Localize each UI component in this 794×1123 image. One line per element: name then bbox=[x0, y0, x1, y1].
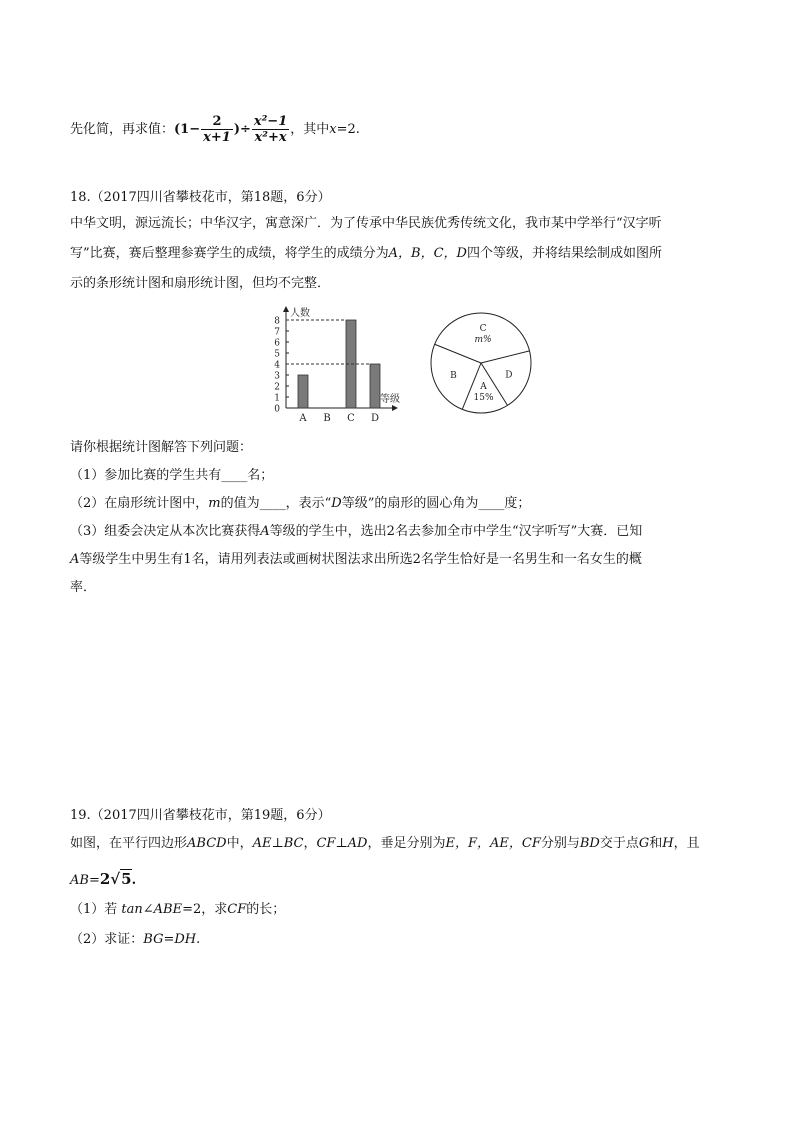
q18-sub3-line1 bbox=[70, 522, 642, 542]
statistics-figure bbox=[258, 300, 538, 424]
y-tick-label: 4 bbox=[274, 360, 280, 371]
q19-body-line1 bbox=[70, 834, 700, 854]
var: tan∠ABE bbox=[121, 902, 183, 917]
text: （2）在扇形统计图中， bbox=[70, 496, 209, 511]
q19-header: 19.（2017四川省攀枝花市，第19题，6分） bbox=[70, 808, 331, 823]
text: . bbox=[196, 932, 201, 947]
paren-open: (1− bbox=[174, 122, 201, 137]
text: 如图，在平行四边形 bbox=[70, 836, 188, 851]
y-tick-label: 6 bbox=[274, 338, 280, 349]
text: ，垂足分别为 bbox=[367, 836, 446, 851]
y-axis-arrow bbox=[283, 306, 289, 312]
text: （2）求证： bbox=[70, 932, 144, 947]
pie-chart bbox=[426, 308, 536, 418]
fraction-1 bbox=[201, 114, 233, 145]
q19-sub1 bbox=[70, 900, 285, 920]
fraction-2-denominator: x²+x bbox=[254, 130, 287, 145]
grade-variables: A，B，C，D bbox=[388, 246, 467, 261]
q18-header: 18.（2017四川省攀枝花市，第18题，6分） bbox=[70, 190, 331, 205]
text: （1）若 bbox=[70, 902, 122, 917]
problem-text: =2. bbox=[336, 122, 360, 137]
var: AB= bbox=[70, 873, 100, 888]
variable-D: D bbox=[331, 496, 342, 511]
text: 中， bbox=[226, 836, 253, 851]
x-tick-label: D bbox=[370, 413, 380, 424]
var: G bbox=[638, 836, 650, 851]
q19-ab-value bbox=[70, 866, 136, 894]
variable-x: x bbox=[329, 122, 337, 137]
x-tick-label: C bbox=[347, 413, 355, 424]
text: ， bbox=[303, 836, 317, 851]
variable-A: A bbox=[260, 524, 270, 539]
q18-sub3-line2 bbox=[70, 550, 642, 570]
paren-close-divide: )÷ bbox=[233, 122, 251, 137]
var: H bbox=[662, 836, 674, 851]
y-axis-label: 人数 bbox=[290, 308, 310, 319]
text: 四个等级，并将结果绘制成如图所 bbox=[466, 246, 662, 261]
text: 写”比赛，赛后整理参赛学生的成绩，将学生的成绩分为 bbox=[70, 246, 389, 261]
fraction-1-denominator: x+1 bbox=[203, 130, 231, 145]
q19-sub2 bbox=[70, 930, 200, 950]
sqrt-sign: √ bbox=[110, 870, 121, 888]
text: 和 bbox=[649, 836, 663, 851]
text: 分别与 bbox=[540, 836, 580, 851]
problem-text: ，其中 bbox=[290, 122, 330, 137]
y-tick-label: 3 bbox=[274, 371, 280, 382]
var: CF bbox=[227, 902, 247, 917]
x-tick-label: B bbox=[323, 413, 331, 424]
x-axis-label: 等级 bbox=[380, 394, 400, 405]
slice-label-C: C bbox=[479, 324, 487, 335]
text: ，且 bbox=[673, 836, 700, 851]
coefficient: 2 bbox=[99, 870, 111, 888]
x-tick-label: A bbox=[299, 413, 307, 424]
fraction-1-numerator: 2 bbox=[201, 114, 233, 130]
var: BD bbox=[579, 836, 600, 851]
bar-D bbox=[370, 364, 380, 408]
y-tick-label: 2 bbox=[274, 382, 280, 393]
q18-sub3-line3: 率． bbox=[70, 580, 97, 595]
y-tick-label: 5 bbox=[274, 349, 280, 360]
fraction-2-numerator: x²−1 bbox=[253, 114, 288, 129]
text: 等级学生中男生有1名，请用列表法或画树状图法求出所选2名学生恰好是一名男生和一名女生的概 bbox=[79, 552, 642, 567]
q18-prompt: 请你根据统计图解答下列问题： bbox=[70, 440, 253, 455]
text: （3）组委会决定从本次比赛获得 bbox=[70, 524, 261, 539]
q18-body-line3: 示的条形统计图和扇形统计图，但均不完整． bbox=[70, 276, 331, 291]
text: =2，求 bbox=[182, 902, 228, 917]
bar-A bbox=[298, 375, 308, 408]
slice-label-B: B bbox=[450, 371, 457, 382]
y-tick-label: 1 bbox=[274, 393, 280, 404]
variable-m: m bbox=[208, 496, 221, 511]
text: 等级”的扇形的圆心角为____度； bbox=[341, 496, 531, 511]
q18-sub1: （1）参加比赛的学生共有____名； bbox=[70, 468, 274, 483]
var: CF⊥AD bbox=[316, 836, 368, 851]
x-axis-arrow bbox=[392, 405, 398, 411]
radicand: 5 bbox=[121, 870, 132, 888]
text: . bbox=[131, 873, 137, 888]
text: 交于点 bbox=[599, 836, 639, 851]
q18-body-line2 bbox=[70, 244, 662, 264]
slice-value-A: 15% bbox=[473, 392, 494, 403]
text: 的长； bbox=[246, 902, 286, 917]
slice-value-C: m% bbox=[474, 335, 492, 346]
slice-label-A: A bbox=[480, 381, 487, 392]
var: E，F，AE，CF bbox=[445, 836, 541, 851]
q18-sub2 bbox=[70, 494, 530, 514]
q18-body-line1: 中华文明，源远流长；中华汉字，寓意深广．为了传承中华民族优秀传统文化，我市某中学举行“汉字听 bbox=[70, 216, 662, 231]
var: AE⊥BC bbox=[252, 836, 304, 851]
var: BG=DH bbox=[143, 932, 197, 947]
text: 等级的学生中，选出2名去参加全市中学生“汉字听写”大赛．已知 bbox=[269, 524, 643, 539]
bar-chart bbox=[258, 300, 418, 424]
y-tick-label: 7 bbox=[274, 327, 280, 338]
fraction-2 bbox=[252, 114, 289, 145]
simplify-problem bbox=[70, 114, 360, 145]
variable-A: A bbox=[70, 552, 80, 567]
slice-label-D: D bbox=[505, 370, 513, 381]
problem-text: 先化简，再求值： bbox=[70, 122, 175, 137]
y-tick-label: 8 bbox=[274, 316, 280, 327]
y-tick-label: 0 bbox=[274, 404, 280, 415]
text: 的值为____，表示“ bbox=[220, 496, 332, 511]
var: ABCD bbox=[187, 836, 227, 851]
